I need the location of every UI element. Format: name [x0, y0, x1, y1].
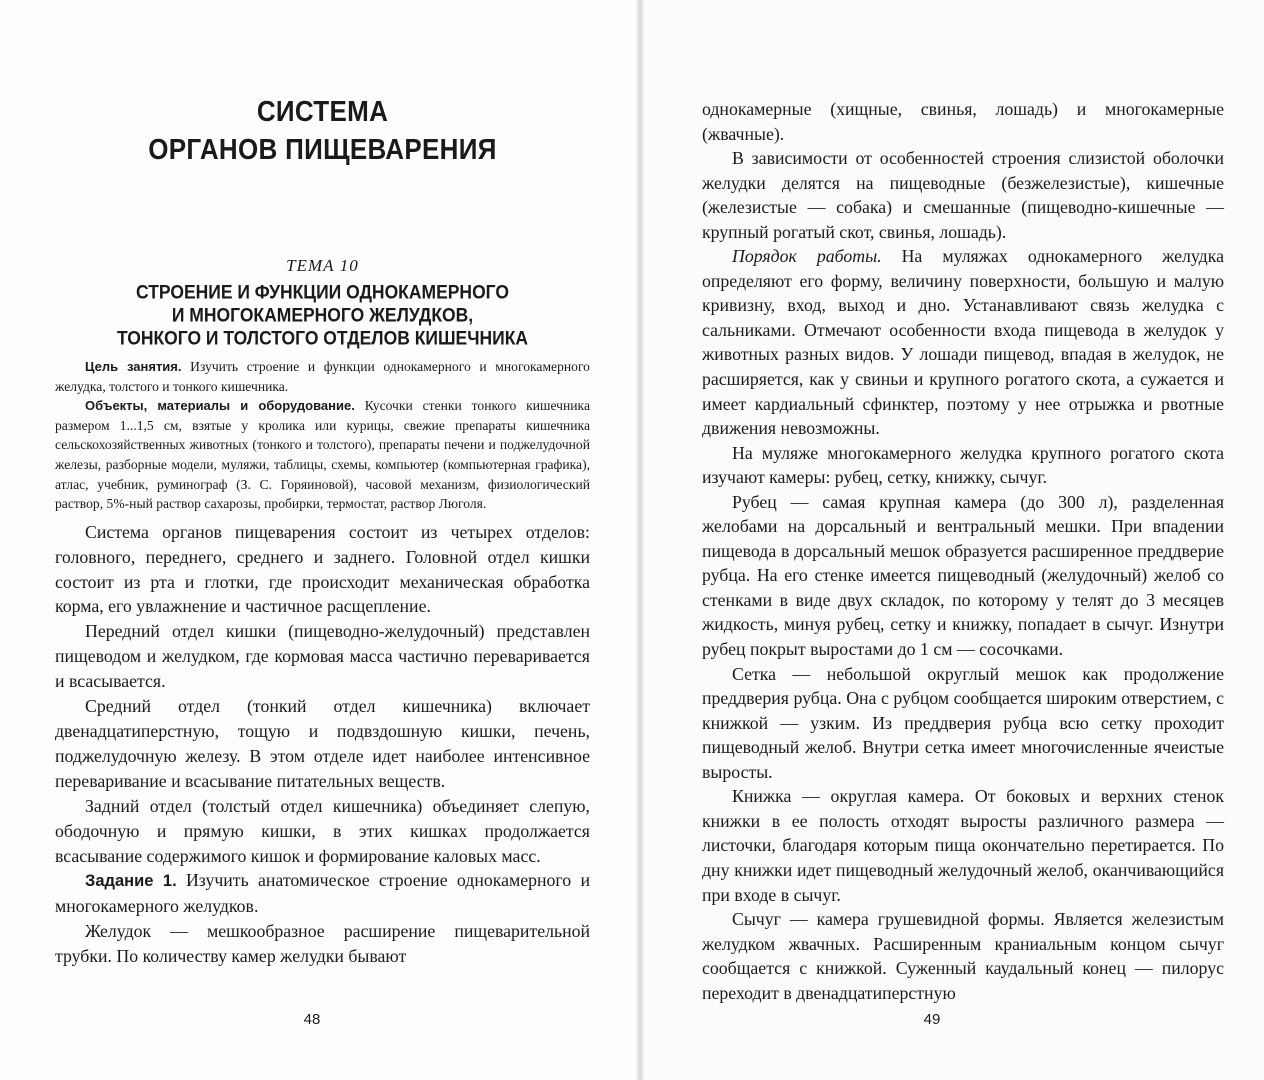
procedure-label: Порядок работы. [732, 246, 882, 267]
topic-title-line: СТРОЕНИЕ И ФУНКЦИИ ОДНОКАМЕРНОГО [136, 280, 509, 303]
task-paragraph [55, 868, 590, 919]
paragraph: Система органов пищеварения состоит из четырех отделов: головного, переднего, среднего и заднего. Головной отдел кишки состоит из рта и глотки, где происходит механическая обработка корма, его увлажнение и частичное расщепление. [55, 521, 590, 617]
topic-label: ТЕМА 10 [286, 256, 359, 275]
goal-text: Изучить строение и функции однокамерного и многокамерного желудка, толстого и тонкого кишечника. [55, 359, 590, 394]
lesson-meta [55, 357, 590, 514]
book-gutter [636, 0, 644, 1080]
paragraph: Рубец — самая крупная камера (до 300 л), разделенная желобами на дорсальный и вентральный мешки. При впадении пищевода в дорсальный мешок образуется расширенное преддверие рубца. На его стенке имеется пищеводный (желудочный) желоб со стенками в виде двух складок, по которому у телят до 3 месяцев жидкость, минуя рубец, сетку и книжку, попадает в сычуг. Изнутри рубец покрыт выростами до 1 см — сосочками. [702, 491, 1224, 660]
procedure-text: На муляжах однокамерного желудка определяют его форму, величину поверхности, большую и малую кривизну, вход, выход и дно. Устанавливают связь желудка с сальниками. Отмечают особенности входа пищевода в желудок у животных разных видов. У лошади пищевод, впадая в желудок, не расширяется, как у свиньи и крупного рогатого скота, а сужается и имеет кардиальный сфинктер, поэтому у нее отрыжка и рвотные движения невозможны. [702, 246, 1224, 439]
chapter-title-line: СИСТЕМА [256, 94, 389, 128]
paragraph: Книжка — округлая камера. От боковых и верхних стенок книжки в ее полость отходят выросты различного размера — листочки, благодаря которым пища окончательно перетирается. По дну книжки идет пищеводный желудочный желоб, оканчивающийся при входе в сычуг. [702, 786, 1224, 905]
left-body-text [55, 520, 590, 969]
chapter-title-line: ОРГАНОВ ПИЩЕВАРЕНИЯ [148, 132, 497, 166]
paragraph: Задний отдел (толстый отдел кишечника) объединяет слепую, ободочную и прямую кишки, в этих кишках продолжается всасывание содержимого кишок и формирование каловых масс. [55, 795, 590, 866]
paragraph: Сетка — небольшой округлый мешок как продолжение преддверия рубца. Она с рубцом сообщается широким отверстием, с книжкой — узким. Из преддверия рубца всю сетку проходит пищеводный желоб. Внутри сетка имеет многочисленные ячеистые выросты. [702, 663, 1224, 782]
objects-text: Кусочки стенки тонкого кишечника размером 1...1,5 см, взятые у кролика или курицы, свежие препараты кишечника сельскохозяйственных животных (тонкого и толстого), препараты печени и поджелудочной железы, разборные модели, муляжи, таблицы, схемы, компьютер (компьютерная графика), атлас, учебник, руминограф (З. С. Горяиновой), часовой механизм, физиологический раствор, 5%-ный раствор сахарозы, пробирки, термостат, раствор Люголя. [55, 398, 590, 512]
procedure-paragraph [702, 244, 1224, 440]
right-page [640, 0, 1264, 1080]
paragraph: Передний отдел кишки (пищеводно-желудочный) представлен пищеводом и желудком, где кормовая масса частично переваривается и всасывается. [55, 621, 590, 692]
topic-title [55, 281, 590, 350]
topic-title-line: И МНОГОКАМЕРНОГО ЖЕЛУДКОВ, [171, 303, 474, 326]
paragraph: В зависимости от особенностей строения слизистой оболочки желудки делятся на пищеводные (безжелезистые), кишечные (железистые — собака) и смешанные (пищеводно-кишечные — крупный рогатый скот, свинья, лошадь). [702, 148, 1224, 242]
goal-label: Цель занятия. [85, 359, 182, 374]
chapter-title [55, 92, 590, 168]
paragraph: На муляже многокамерного желудка крупного рогатого скота изучают камеры: рубец, сетку, книжку, сычуг. [702, 442, 1224, 488]
page-number: 48 [303, 1011, 321, 1028]
goal-paragraph [55, 357, 590, 396]
topic-title-line: ТОНКОГО И ТОЛСТОГО ОТДЕЛОВ КИШЕЧНИКА [116, 327, 529, 350]
paragraph: Желудок — мешкообразное расширение пищеварительной трубки. По количеству камер желудки бывают [55, 921, 590, 967]
paragraph: Средний отдел (тонкий отдел кишечника) включает двенадцатиперстную, тощую и подвздошную кишки, печень, поджелудочную железу. В этом отделе идет наиболее интенсивное переваривание и всасывание питательных веществ. [55, 696, 590, 791]
page-number: 49 [923, 1011, 941, 1028]
task-label: Задание 1. [85, 872, 177, 891]
objects-label: Объекты, материалы и оборудование. [85, 398, 355, 414]
objects-paragraph [55, 396, 590, 514]
paragraph: Сычуг — камера грушевидной формы. Является железистым желудком жвачных. Расширенным краниальным концом сычуг сообщается с книжкой. Суженный каудальный конец — пилорус переходит в двенадцатиперстную [702, 909, 1224, 1003]
continued-paragraph: однокамерные (хищные, свинья, лошадь) и многокамерные (жвачные). [702, 99, 1224, 144]
right-body-text [702, 97, 1224, 1005]
task-text: Изучить анатомическое строение однокамерного и многокамерного желудков. [55, 870, 590, 917]
